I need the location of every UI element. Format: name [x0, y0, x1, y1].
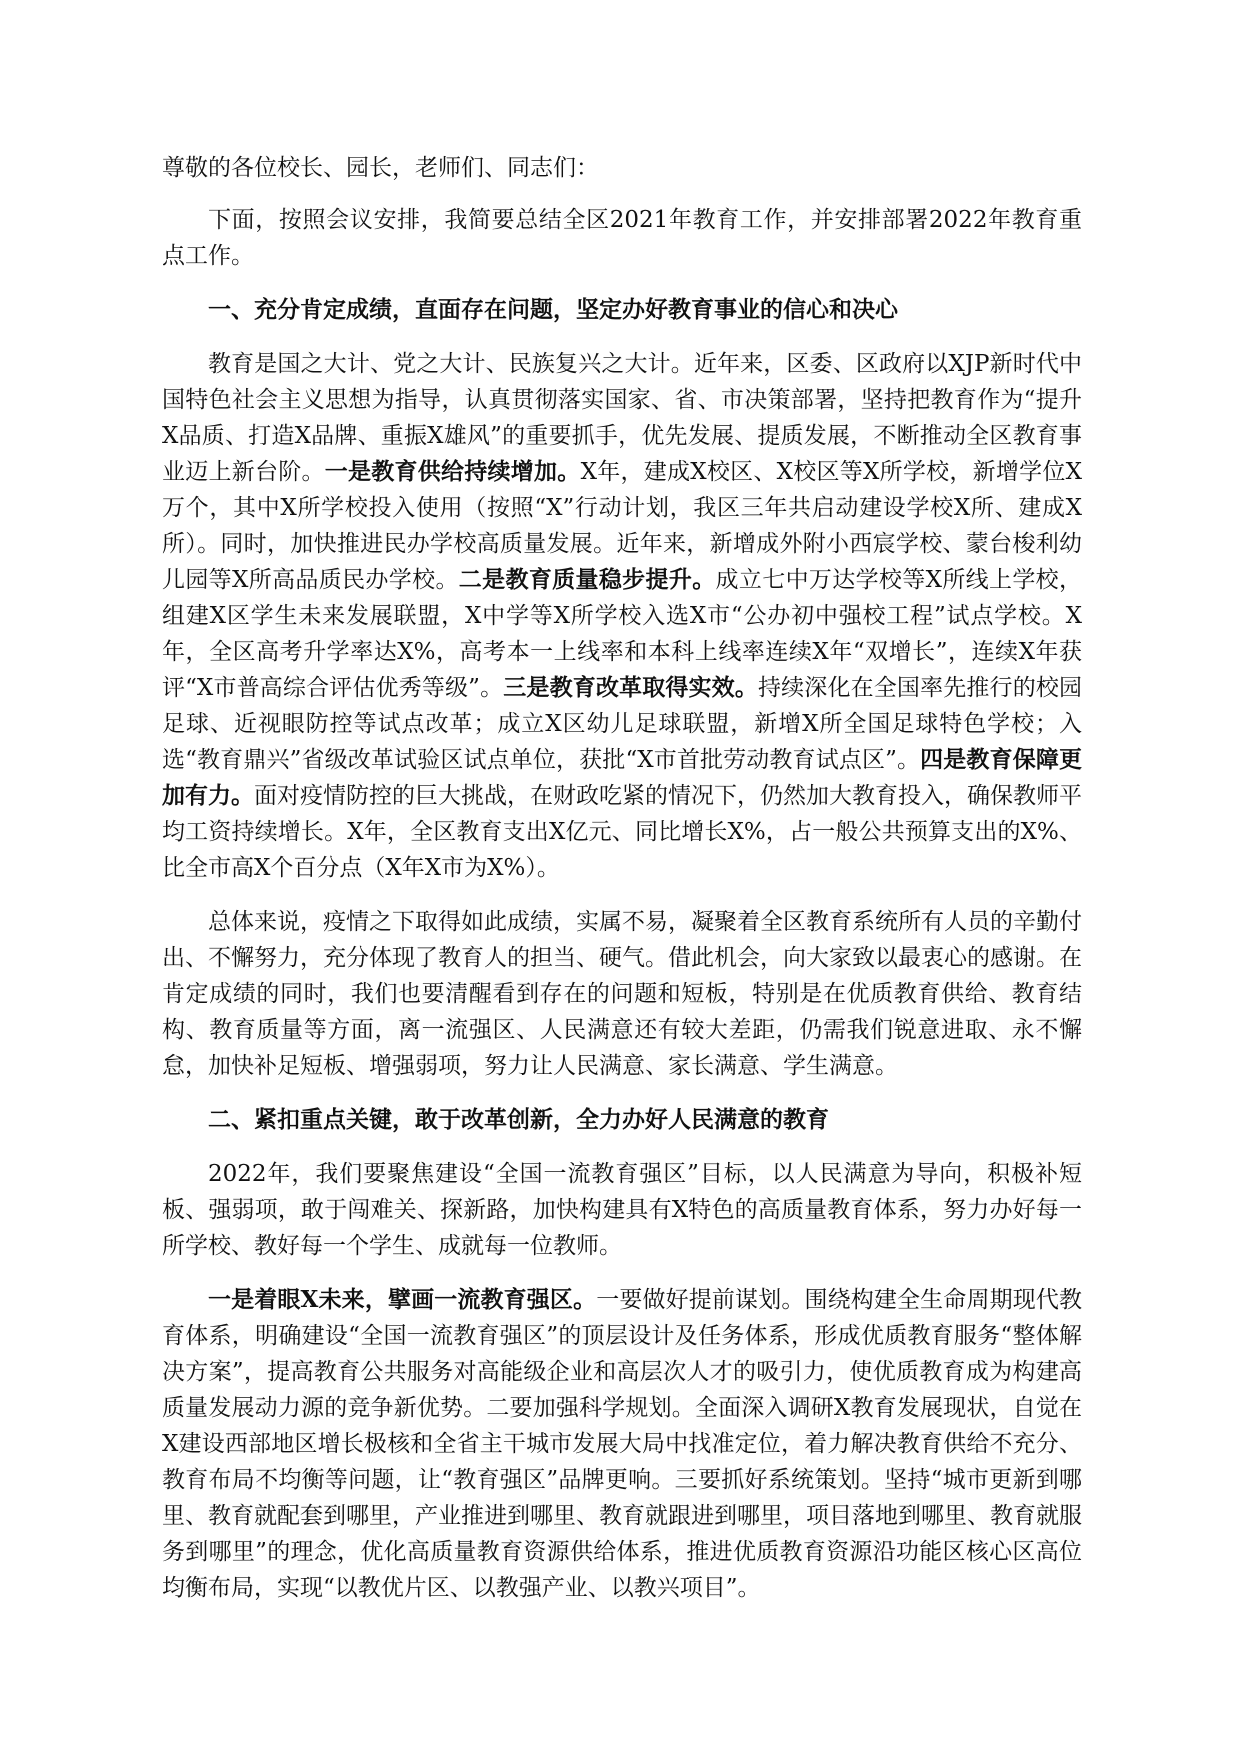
paragraph-text: 面对疫情防控的巨大挑战，在财政吃紧的情况下，仍然加大教育投入，确保教师平均工资持续增长。X年，全区教育支出X亿元、同比增长X%，占一般公共预算支出的X%、比全市高X个百分点（X年X市为X%）。 — [162, 783, 1082, 881]
bold-lead-2: 二是教育质量稳步提升。 — [458, 566, 716, 593]
salutation: 尊敬的各位校长、园长，老师们、同志们： — [162, 155, 599, 181]
paragraph-text: 持续深化在全国率先推行的校园足球、近视眼防控等试点改革；成立X区幼儿足球联盟，新增X所全国足球特色学校；入选“教育鼎兴”省级改革试验区试点单位，获批“X市首批劳动教育试点区”。 — [162, 675, 1083, 773]
bold-lead-4: 四是教育保障更加有力。 — [162, 746, 1082, 809]
paragraph-text: 成立七中万达学校等X所线上学校，组建X区学生未来发展联盟，X中学等X所学校入选X市“公办初中强校工程”试点学校。X年，全区高考升学率达X%，高考本一上线率和本科上线率连续X年“双增长”，连续X年获评“X市普高综合评估优秀等级”。 — [162, 567, 1083, 701]
bold-lead-1: 一是教育供给持续增加。 — [324, 458, 581, 485]
section-1-paragraph-1 — [162, 346, 1082, 886]
bold-lead-1: 一是着眼X未来，擘画一流教育强区。 — [208, 1286, 597, 1313]
bold-lead-3: 三是教育改革取得实效。 — [503, 674, 758, 701]
section-2-heading: 二、紧扣重点关键，敢于改革创新，全力办好人民满意的教育 — [208, 1106, 829, 1133]
paragraph-text: X年，建成X校区、X校区等X所学校，新增学位X万个，其中X所学校投入使用（按照“X”行动计划，我区三年共启动建设学校X所、建成X所）。同时，加快推进民办学校高质量发展。近年来，新增成外附小西宸学校、蒙台梭利幼儿园等X所高品质民办学校。 — [162, 459, 1083, 593]
paragraph-text: 一要做好提前谋划。围绕构建全生命周期现代教育体系，明确建设“全国一流教育强区”的顶层设计及任务体系，形成优质教育服务“整体解决方案”，提高教育公共服务对高能级企业和高层次人才的吸引力，使优质教育成为构建高质量发展动力源的竞争新优势。二要加强科学规划。全面深入调研X教育发展现状，自觉在X建设西部地区增长极核和全省主干城市发展大局中找准定位，着力解决教育供给不充分、教育布局不均衡等问题，让“教育强区”品牌更响。三要抓好系统策划。坚持“城市更新到哪里、教育就配套到哪里，产业推进到哪里、教育就跟进到哪里，项目落地到哪里、教育就服务到哪里”的理念，优化高质量教育资源供给体系，推进优质教育资源沿功能区核心区高位均衡布局，实现“以教优片区、以教强产业、以教兴项目”。 — [162, 1287, 1082, 1601]
document-page — [162, 150, 1082, 1624]
section-2-paragraph-2 — [162, 1282, 1082, 1606]
section-2-paragraph-1: 2022年，我们要聚焦建设“全国一流教育强区”目标，以人民满意为导向，积极补短板、强弱项，敢于闯难关、探新路，加快构建具有X特色的高质量教育体系，努力办好每一所学校、教好每一个学生、成就每一位教师。 — [162, 1161, 1082, 1259]
section-1-paragraph-2: 总体来说，疫情之下取得如此成绩，实属不易，凝聚着全区教育系统所有人员的辛勤付出、不懈努力，充分体现了教育人的担当、硬气。借此机会，向大家致以最衷心的感谢。在肯定成绩的同时，我们也要清醒看到存在的问题和短板，特别是在优质教育供给、教育结构、教育质量等方面，离一流强区、人民满意还有较大差距，仍需我们锐意进取、永不懈怠，加快补足短板、增强弱项，努力让人民满意、家长满意、学生满意。 — [162, 909, 1082, 1079]
paragraph-text: 教育是国之大计、党之大计、民族复兴之大计。近年来，区委、区政府以XJP新时代中国特色社会主义思想为指导，认真贯彻落实国家、省、市决策部署，坚持把教育作为“提升X品质、打造X品牌、重振X雄风”的重要抓手，优先发展、提质发展，不断推动全区教育事业迈上新台阶。 — [162, 351, 1082, 485]
intro-paragraph: 下面，按照会议安排，我简要总结全区2021年教育工作，并安排部署2022年教育重点工作。 — [162, 207, 1082, 269]
section-1-heading: 一、充分肯定成绩，直面存在问题，坚定办好教育事业的信心和决心 — [208, 296, 898, 323]
